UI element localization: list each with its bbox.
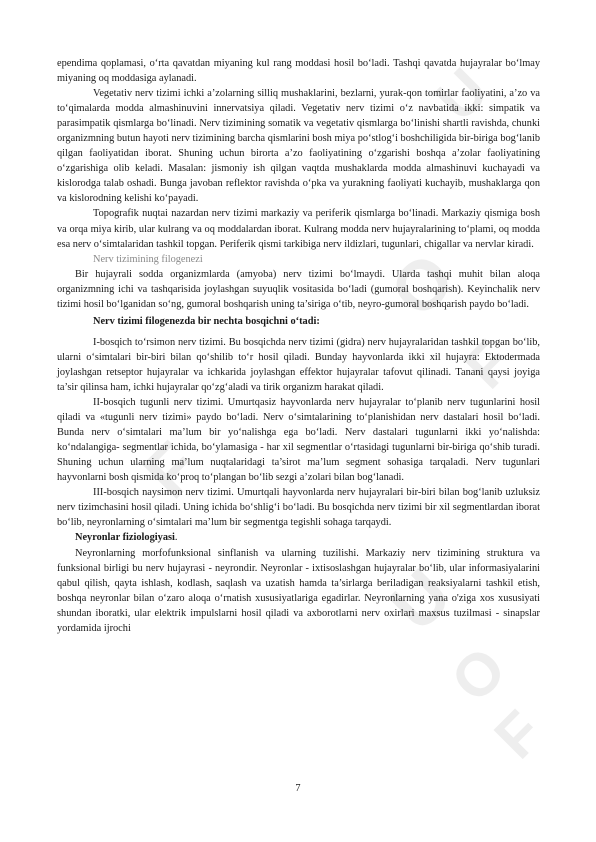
watermark-letter: O	[438, 634, 519, 715]
watermark-letter: U	[422, 55, 501, 134]
section-heading	[57, 530, 540, 545]
paragraph: Topografik nuqtai nazardan nerv tizimi markaziy va periferik qismlarga bo‘linadi. Markaziy qismiga bosh va orqa miya kirib, ular kulrang va oq moddalardan iborat. Kulrang modda nerv hujayralarining to‘plami, oq modda esa nerv o‘simtalaridan tashkil topgan. Periferik qismi tarkibiga nerv ildizlari, tugunlari, chigallar va nervlar kiradi.	[57, 208, 540, 250]
watermark-letter: F	[451, 327, 525, 402]
watermark-letter: F	[481, 697, 555, 772]
paragraph: II-bosqich tugunli nerv tizimi. Umurtqasiz hayvonlarda nerv hujayralar to‘planib nerv tugunlarini hosil qiladi va «tugunli nerv tizimi» paydo bo‘ladi. Nerv o‘simtalarining to‘planishidan nerv dastalari hosil bo‘ladi. Bunda nerv o‘simtalari ma’lum bir yo‘nalishga ega bo‘ladi. Nerv dastalari tugunlarni ikki yo‘nalishda: ko‘ndalangiga- segmentlar ichida, bo‘ylamasiga - har xil segmentlar o‘rtasidagi tugunlarni bir-biriga qo‘shib turadi. Shuning uchun ularning ma’lum nuqtalaridagi ta’sirot ma’lum segment sohasiga tarqaladi. Nerv tugunlari hayvonlarni bosh qismida ko‘proq to‘plangan bo‘lib sezgi a’zolari bilan bog‘lanadi.	[57, 397, 540, 484]
section-heading-text: Neyronlar fiziologiyasi	[75, 532, 175, 544]
watermark-letter: U	[374, 554, 466, 646]
paragraph: Bir hujayrali sodda organizmlarda (amyoba) nerv tizimi bo‘lmaydi. Ularda tashqi muhit bilan aloqa organizmning ichi va tashqarisida joylashgan suyuqlik vositasida bo‘ladi (gumoral boshqarish). Keyinchalik nerv tizimi hosil bo‘lganidan so‘ng, gumoral boshqarish uning ta’siriga o‘tib, neyro-gumoral boshqarish paydo bo‘ladi.	[57, 268, 540, 310]
heading-punctuation: .	[174, 532, 178, 544]
paragraph: I-bosqich to‘rsimon nerv tizimi. Bu bosqichda nerv tizimi (gidra) nerv hujayralaridan tashkil topgan bo‘lib, ularni o‘simtalari bir-biri bilan qo‘shilib to‘r hosil qiladi. Bunday hayvonlarda ikki xil hujayra: Ektodermada joylashgan retseptor hujayralar va ichkarida joylashgan effektor hujayralar tafovut qilinadi. Tanani qaysi joyiga ta’sir qilinsa ham, ichki hujayralar qo‘zg‘aladi va tirik organizm harakat qiladi.	[57, 336, 540, 393]
section-heading: Nerv tizimi filogenezda bir nechta bosqichni o‘tadi:	[93, 315, 320, 327]
watermark-letter: O	[375, 238, 470, 332]
paragraph: III-bosqich naysimon nerv tizimi. Umurtqali hayvonlarda nerv hujayralari bir-biri bilan bog‘lanib uzluksiz nerv tizimchasini hosil qiladi. Uning ichida bo‘shlig‘i bo‘ladi. Bu bosqichda nerv tizimi bir xil segmentlardan iborat bo‘lib, neyronlarning o‘simtalari ma’lum bir segmentga tegishli sohaga tarqaydi.	[57, 487, 540, 529]
paragraph: Vegetativ nerv tizimi ichki a’zolarning silliq mushaklarini, bezlarni, yurak-qon tomirlar faoliyatini, a’zo va to‘qimalarda modda almashinuvini innervatsiya qiladi. Vegetativ nerv tizimi o‘z navbatida ikki: simpatik va parasimpatik qismlarga bo‘linadi. Nerv tizimining somatik va vegetativ qismlarga bo‘linishi shartli ravishda, chunki organizmning butun hayoti nerv tizimining barcha qismlarini bosh miya po‘stlog‘i boshchiligida bir-biriga bog‘lanib qilgan faoliyatidan iborat. Shuning uchun birorta a’zo faoliyatining o‘zgarishi boshqa a’zolar faoliyatining o‘zgarishiga olib keladi. Masalan: jismoniy ish qilgan vaqtda mushaklarda modda almashinuvi kuchayadi va kislorodga talab oshadi. Bunga javoban reflektor ravishda o‘pka va yurakning faoliyati kuchayib, mushaklarga qon va kislorodning kelishi ko‘payadi.	[57, 88, 540, 205]
section-subtitle: Nerv tizimining filogenezi	[93, 253, 203, 265]
page-number: 7	[295, 783, 301, 794]
paragraph: Neyronlarning morfofunksional sinflanish va ularning tuzilishi. Markaziy nerv tizimining struktura va funksional birligi bu nerv hujayrasi - neyrondir. Neyronlar - ixtisoslashgan hujayralar bo‘lib, ular informasiyalarini qabul qilish, qayta ishlash, kodlash, saqlash va uzatish hamda ta’sirlarga beriladigan reaksiyalarni tashkil etish, boshqa neyronlar bilan o‘zaro aloqa o‘rnatish xususiyatlariga egadirlar. Neyronlarning yana o'ziga xos xususiyati shundan iboratki, ular elektrik impulslarni hosil qiladi va axborotlarni nerv oxirlari maxsus tuzilmasi - sinapslar yordamida ijrochi	[57, 547, 540, 634]
document-body	[57, 56, 540, 636]
watermark-letter: F	[128, 427, 215, 513]
paragraph: ependima qoplamasi, o‘rta qavatdan miyaning kul rang moddasi hosil bo‘ladi. Tashqi qavatda hujayralar bo‘lmay miyaning oq moddasiga aylanadi.	[57, 58, 540, 85]
